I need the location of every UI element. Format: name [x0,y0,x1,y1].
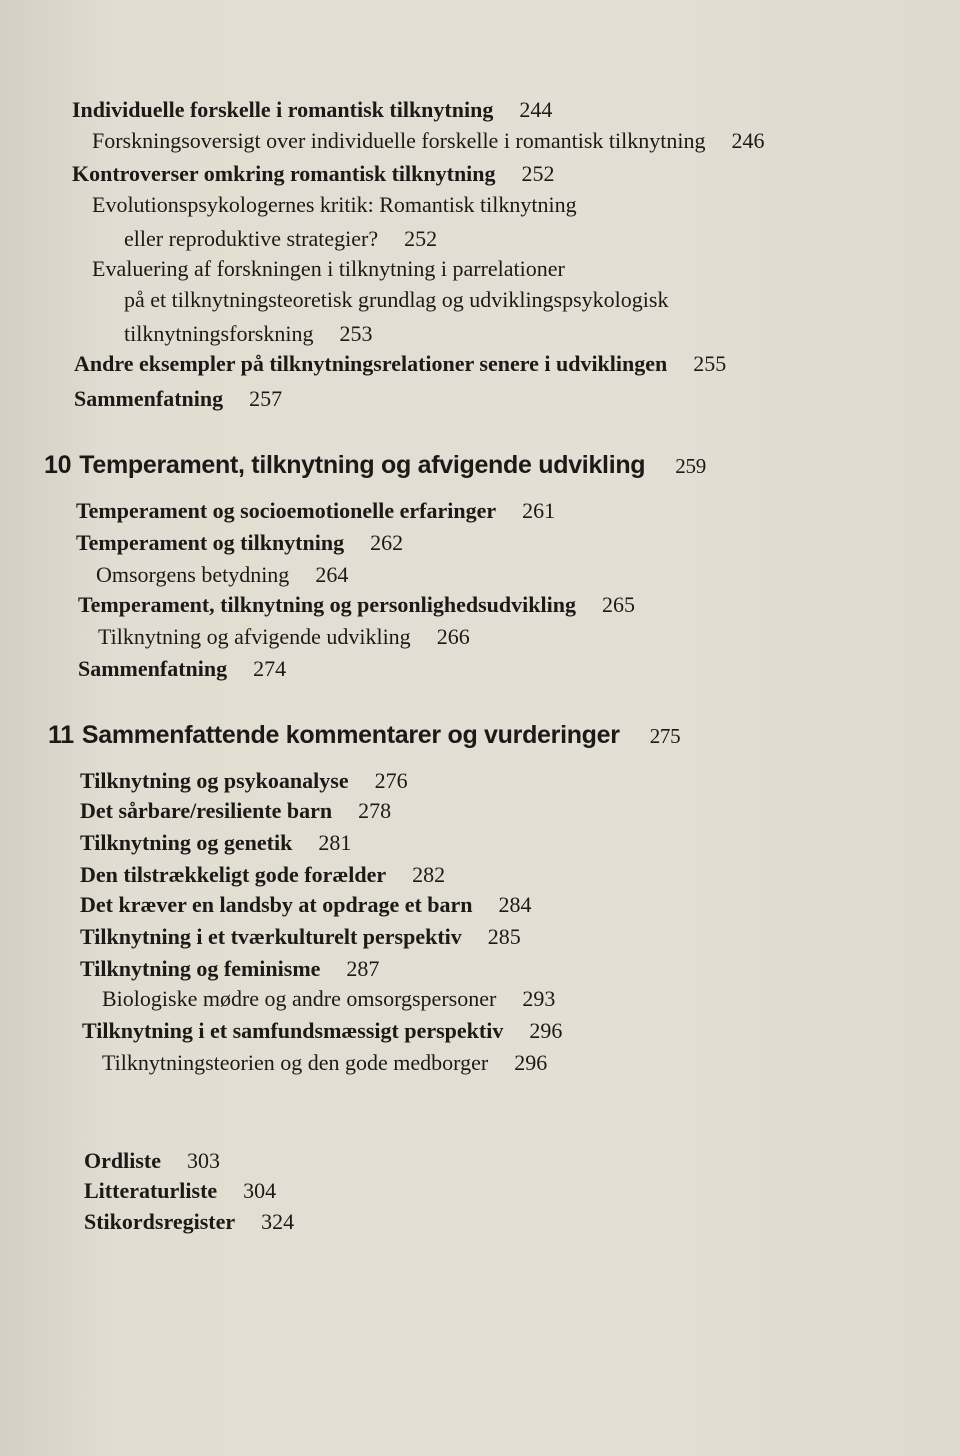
toc-entry [82,1018,562,1044]
toc-entry-title: Omsorgens betydning [96,562,290,587]
toc-entry-title: Tilknytningsteorien og den gode medborger [102,1050,489,1075]
chapter-number: 10 [44,451,72,479]
toc-entry-page: 264 [315,562,349,587]
toc-entry-title: Temperament, tilknytning og personlighedsudvikling [78,592,576,617]
toc-entry [92,192,577,218]
toc-entry-title: Tilknytning og psykoanalyse [80,768,349,793]
toc-entry-page: 274 [253,656,287,681]
toc-entry-page: 285 [487,924,521,949]
toc-entry [80,862,445,888]
chapter-heading [44,450,706,481]
toc-entry-title: Sammenfatning [78,656,228,681]
toc-entry [96,562,348,588]
toc-entry [80,830,351,856]
toc-entry [78,592,635,618]
toc-entry-title: tilknytningsforskning [124,321,314,346]
toc-entry [76,498,555,524]
toc-entry-backmatter [84,1209,294,1235]
toc-entry [72,161,555,187]
toc-entry [80,768,408,794]
toc-entry-page: 296 [529,1018,563,1043]
chapter-heading [48,720,680,751]
toc-entry-continued [124,226,437,252]
toc-entry [74,351,726,377]
toc-entry-title: Evaluering af forskningen i tilknytning i parrelationer [92,256,565,281]
toc-entry-page: 244 [519,97,553,122]
toc-entry-title: Litteraturliste [84,1178,218,1203]
toc-entry-page: 253 [339,321,373,346]
toc-entry-page: 261 [522,498,556,523]
toc-entry-title: Ordliste [84,1148,161,1173]
toc-entry [80,956,379,982]
chapter-number: 11 [48,721,74,749]
toc-entry-title: Forskningsoversigt over individuelle forskelle i romantisk tilknytning [92,128,706,153]
toc-entry-page: 296 [514,1050,548,1075]
toc-entry-title: Tilknytning og afvigende udvikling [98,624,411,649]
toc-entry [102,1050,547,1076]
toc-entry-page: 257 [249,386,283,411]
toc-entry-page: 252 [404,226,438,251]
toc-entry-page: 293 [522,986,556,1011]
toc-entry [98,624,470,650]
toc-entry-page: 276 [374,768,408,793]
toc-entry-title: Stikordsregister [84,1209,236,1234]
chapter-page: 259 [675,454,706,478]
toc-entry-title: Tilknytning og genetik [80,830,293,855]
toc-entry-title: på et tilknytningsteoretisk grundlag og udviklingspsykologisk [124,287,669,312]
toc-entry-title: Det sårbare/resiliente barn [80,798,333,823]
toc-entry-title: Temperament og tilknytning [76,530,345,555]
toc-entry-page: 266 [436,624,470,649]
toc-entry-page: 303 [187,1148,220,1173]
toc-entry-backmatter [84,1178,276,1204]
chapter-title: Temperament, tilknytning og afvigende udvikling [79,451,646,479]
toc-entry-page: 246 [731,128,765,153]
toc-entry-title: Det kræver en landsby at opdrage et barn [80,892,473,917]
toc-entry-page: 252 [521,161,555,186]
toc-entry-continued [124,321,372,347]
toc-entry-page: 278 [358,798,392,823]
toc-entry-title: Tilknytning i et samfundsmæssigt perspektiv [82,1018,504,1043]
toc-entry [76,530,403,556]
toc-entry [92,128,765,154]
chapter-page: 275 [649,724,681,748]
toc-entry [78,656,286,682]
toc-entry-title: Temperament og socioemotionelle erfaringer [76,498,497,523]
toc-entry [80,892,532,918]
toc-entry [80,798,391,824]
toc-entry-title: Tilknytning og feminisme [80,956,321,981]
toc-entry-title: Den tilstrækkeligt gode forælder [80,862,387,887]
toc-entry-page: 324 [261,1209,295,1234]
toc-entry-page: 255 [693,351,727,376]
toc-entry-title: Individuelle forskelle i romantisk tilknytning [72,97,494,122]
toc-entry [74,386,282,412]
toc-entry [92,256,565,282]
toc-entry-title: Evolutionspsykologernes kritik: Romantisk tilknytning [92,192,577,217]
toc-entry [102,986,555,1012]
toc-entry-page: 282 [412,862,446,887]
toc-entry-title: Tilknytning i et tværkulturelt perspektiv [80,924,462,949]
toc-entry-page: 265 [601,592,635,617]
toc-entry-title: Kontroverser omkring romantisk tilknytning [72,161,496,186]
toc-entry-title: Sammenfatning [74,386,224,411]
toc-entry-page: 262 [370,530,404,555]
toc-entry-page: 304 [243,1178,277,1203]
toc-entry-page: 287 [346,956,380,981]
toc-entry-continued [124,287,668,313]
toc-entry-page: 281 [318,830,352,855]
toc-entry [80,924,521,950]
toc-entry [72,97,552,123]
toc-entry-title: Biologiske mødre og andre omsorgspersoner [102,986,497,1011]
chapter-title: Sammenfattende kommentarer og vurderinger [81,721,620,749]
toc-entry-page: 284 [498,892,532,917]
toc-entry-backmatter [84,1148,220,1174]
toc-entry-title: Andre eksempler på tilknytningsrelationer senere i udviklingen [74,351,668,376]
toc-entry-title: eller reproduktive strategier? [124,226,379,251]
